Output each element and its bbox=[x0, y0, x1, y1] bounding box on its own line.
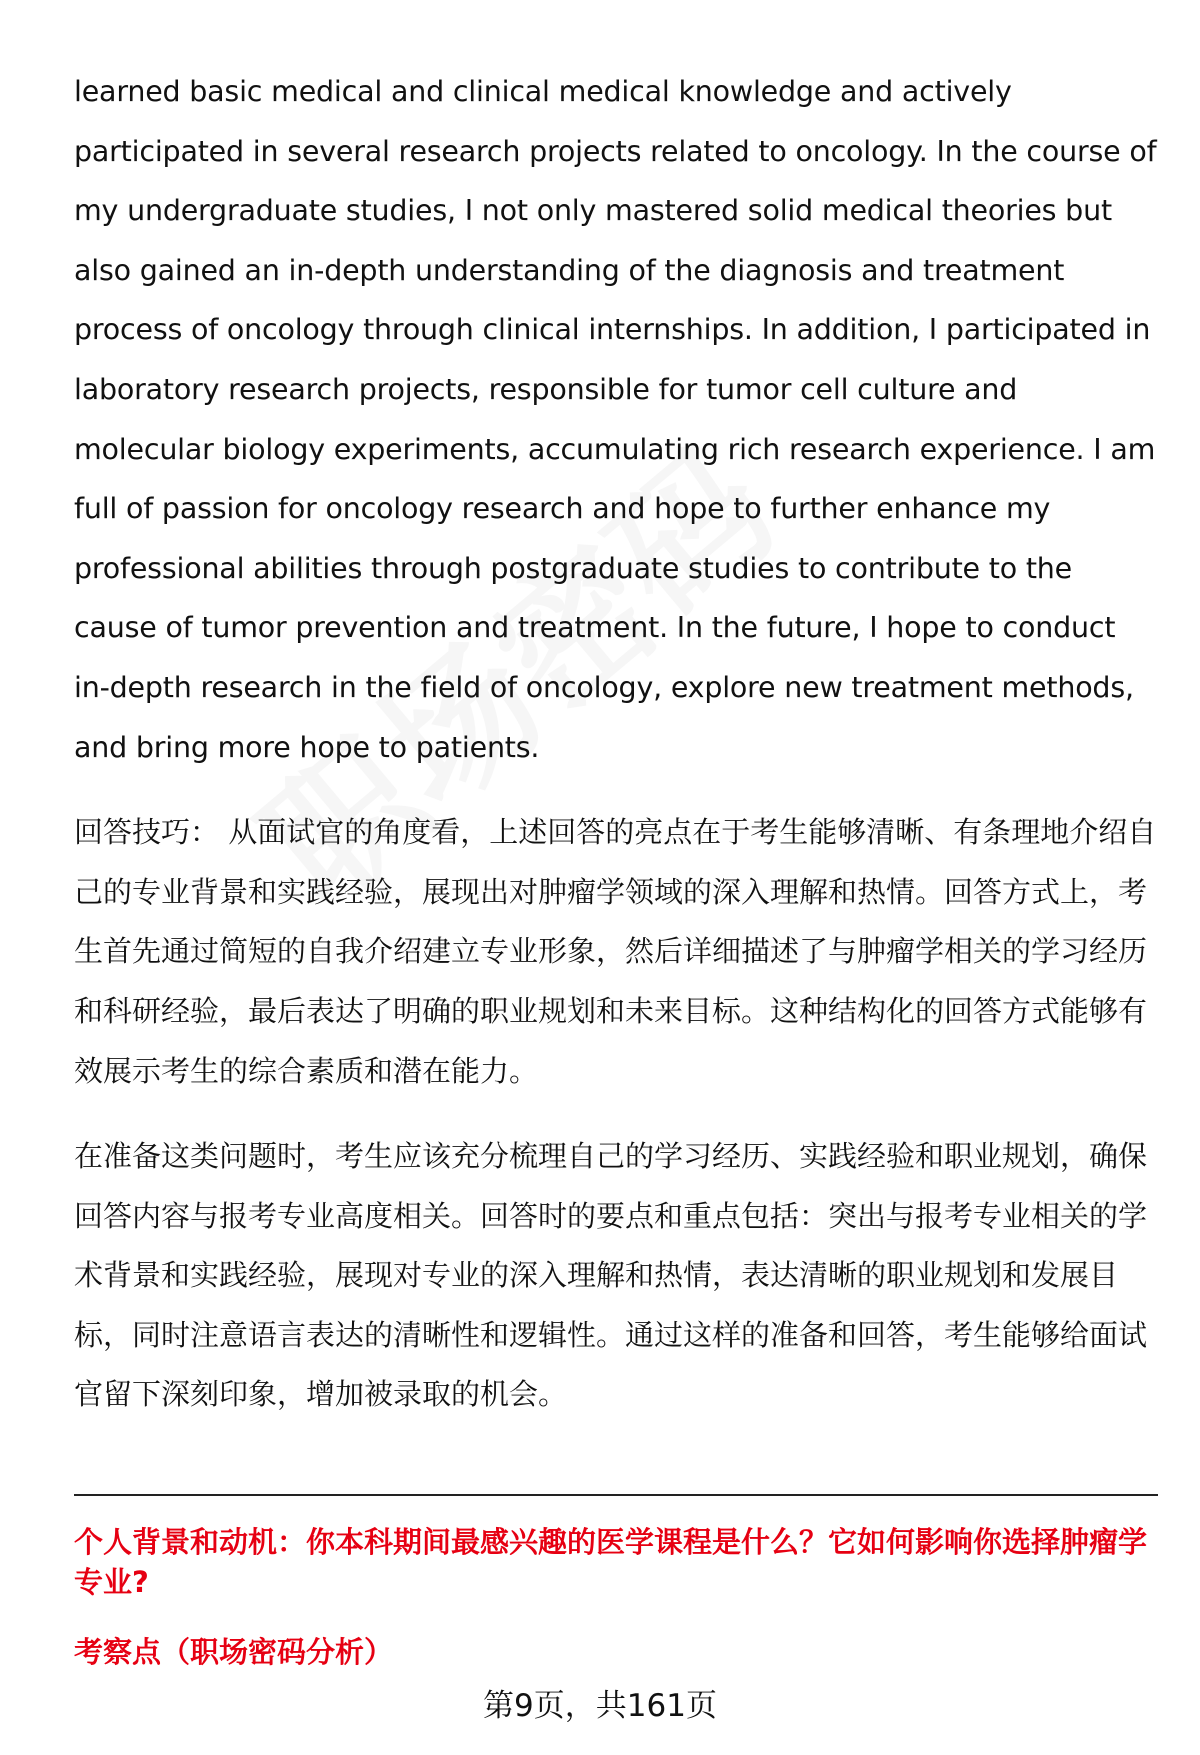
page-number: 第9页，共161页 bbox=[483, 1688, 717, 1724]
assessment-subheading: 考察点（职场密码分析） bbox=[74, 1635, 394, 1669]
preparation-paragraph: 在准备这类问题时，考生应该充分梳理自己的学习经历、实践经验和职业规划，确保回答内容与报考专业高度相关。回答时的要点和重点包括：突出与报考专业相关的学术背景和实践经验，展现对专业的深入理解和热情，表达清晰的职业规划和发展目标，同时注意语言表达的清晰性和逻辑性。通过这样的准备和回答，考生能够给面试官留下深刻印象，增加被录取的机会。 bbox=[74, 1139, 1148, 1412]
answer-english-paragraph: learned basic medical and clinical medical knowledge and actively participated in several research projects related to oncology. In the course of my undergraduate studies, I not only mastered solid medical theories but also gained an in-depth understanding of the diagnosis and treatment process of oncology through clinical internships. In addition, I participated in laboratory research projects, responsible for tumor cell culture and molecular biology experiments, accumulating rich research experience. I am full of passion for oncology research and hope to further enhance my professional abilities through postgraduate studies to contribute to the cause of tumor prevention and treatment. In the future, I hope to conduct in-depth research in the field of oncology, explore new treatment methods, and bring more hope to patients. bbox=[74, 75, 1157, 764]
question-heading: 个人背景和动机：你本科期间最感兴趣的医学课程是什么？它如何影响你选择肿瘤学专业? bbox=[74, 1525, 1148, 1599]
section-divider bbox=[74, 1494, 1158, 1496]
answer-tips-paragraph: 回答技巧： 从面试官的角度看，上述回答的亮点在于考生能够清晰、有条理地介绍自己的专业背景和实践经验，展现出对肿瘤学领域的深入理解和热情。回答方式上，考生首先通过简短的自我介绍建立专业形象，然后详细描述了与肿瘤学相关的学习经历和科研经验，最后表达了明确的职业规划和未来目标。这种结构化的回答方式能够有效展示考生的综合素质和潜在能力。 bbox=[74, 815, 1157, 1088]
document-body bbox=[74, 62, 1158, 1425]
